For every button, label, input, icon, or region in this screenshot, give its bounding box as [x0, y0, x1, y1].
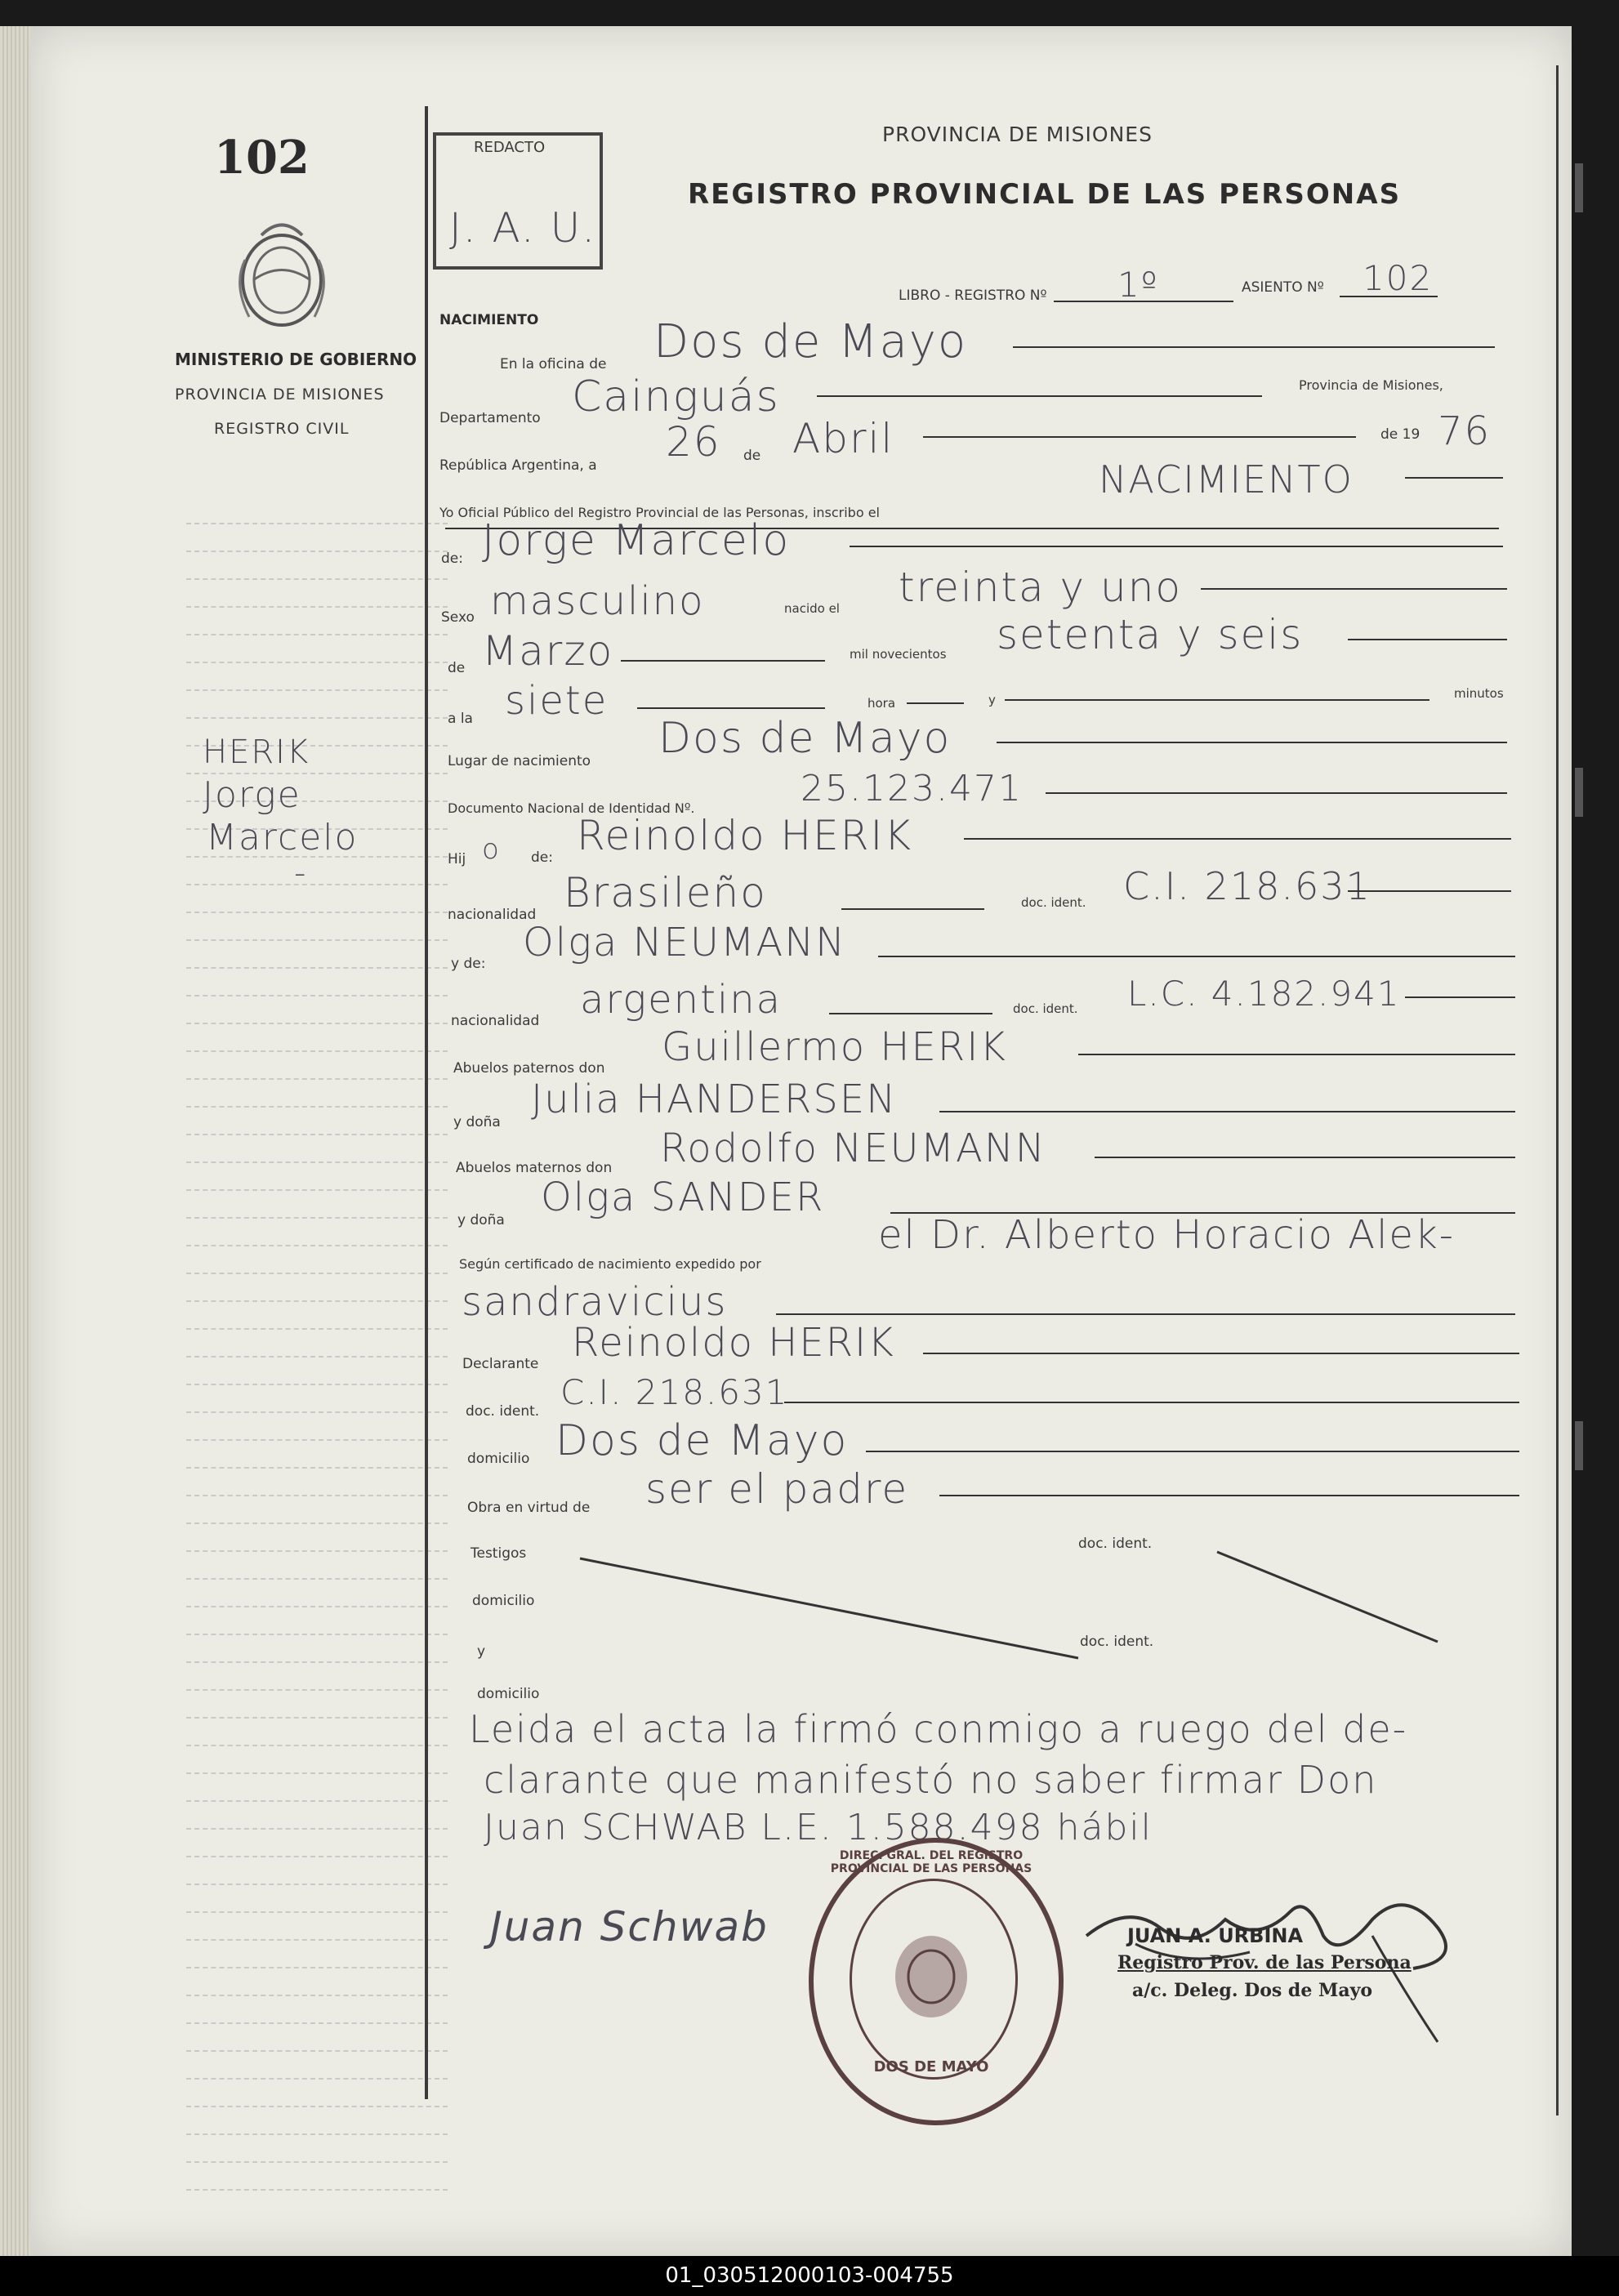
margin-rule-line: [186, 967, 448, 969]
redacto-label: REDACTO: [474, 139, 546, 156]
ydona-label: y doña: [453, 1114, 501, 1130]
y2-label: y: [477, 1643, 486, 1660]
redacto-value: J. A. U.: [449, 204, 597, 252]
minutos-label: minutos: [1454, 686, 1504, 701]
republica-label: República Argentina, a: [439, 457, 597, 474]
ab-mat-don-rule: [1095, 1157, 1515, 1158]
margin-rule-line: [186, 1050, 448, 1052]
fecha-rule: [923, 436, 1356, 438]
seal-text-top: DIREC. GRAL. DEL REGISTRO PROVINCIAL DE LAS PERSONAS: [830, 1849, 1033, 1875]
margin-rule-line: [186, 1161, 448, 1163]
margin-rule-line: [186, 2022, 448, 2024]
margin-rule-line: [186, 1439, 448, 1441]
margin-rule-line: [186, 1134, 448, 1135]
obra-value: ser el padre: [645, 1465, 909, 1513]
minutos-rule: [1005, 699, 1429, 701]
departamento-value: Cainguás: [572, 372, 780, 421]
right-border: [1556, 65, 1559, 2115]
asiento-rule: [1340, 296, 1438, 297]
nac-padre-rule: [841, 908, 984, 910]
ab-mat-dona: Olga SANDER: [541, 1175, 825, 1220]
margin-rule-line: [186, 1856, 448, 1857]
docident4-label: doc. ident.: [1078, 1536, 1153, 1552]
libro-rule: [1054, 301, 1233, 302]
de2-label: de:: [441, 551, 463, 567]
sexo-label: Sexo: [441, 609, 475, 626]
documento-value: 25.123.471: [801, 768, 1023, 809]
ydona2-label: y doña: [457, 1212, 505, 1228]
margin-annotation-dash: -: [294, 854, 308, 892]
fecha-mes: Abril: [792, 415, 894, 462]
margin-rule-line: [186, 1689, 448, 1691]
binding-clip-2: [1575, 768, 1583, 817]
de4-label: de:: [531, 849, 553, 866]
margin-rule-line: [186, 2133, 448, 2135]
margin-rule-line: [186, 1467, 448, 1469]
nac-madre: argentina: [580, 977, 783, 1023]
margin-rule-line: [186, 1745, 448, 1746]
margin-rule-line: [186, 1717, 448, 1719]
margin-rule-line: [186, 1245, 448, 1246]
margin-rule-line: [186, 1495, 448, 1496]
fecha-dia: 26: [666, 418, 721, 466]
ab-pat-label: Abuelos paternos don: [453, 1060, 605, 1077]
official-title-2: a/c. Deleg. Dos de Mayo: [1132, 1980, 1373, 2001]
anio-nac: setenta y seis: [997, 611, 1304, 658]
ab-pat-dona: Julia HANDERSEN: [531, 1077, 898, 1122]
doc-declarante: C.I. 218.631: [560, 1372, 789, 1412]
nacimiento-label: NACIMIENTO: [439, 312, 539, 328]
hora-rule-2: [907, 702, 964, 704]
official-name: JUAN A. URBINA: [1127, 1924, 1304, 1947]
documento-label: Documento Nacional de Identidad Nº.: [448, 800, 695, 816]
inscribo-rule: [1405, 477, 1503, 479]
lugar-rule: [997, 742, 1507, 743]
hij-label: Hij: [448, 851, 466, 867]
obra-label: Obra en virtud de: [467, 1500, 591, 1516]
ab-mat-don: Rodolfo NEUMANN: [660, 1126, 1046, 1171]
ministry-label: MINISTERIO DE GOBIERNO: [175, 350, 417, 369]
libro-label: LIBRO - REGISTRO Nº: [899, 288, 1047, 304]
documento-rule: [1046, 792, 1507, 794]
nacido-value: treinta y uno: [899, 564, 1182, 611]
oficina-label: En la oficina de: [500, 356, 607, 372]
domicilio3-label: domicilio: [477, 1686, 540, 1702]
certificado-label: Según certificado de nacimiento expedido por: [459, 1256, 761, 1272]
certificado-value: el Dr. Alberto Horacio Alek-: [878, 1212, 1456, 1258]
margin-rule-line: [186, 884, 448, 885]
binding-clip-1: [1575, 163, 1583, 212]
fecha-anio: 76: [1438, 408, 1492, 454]
margin-rule-line: [186, 1911, 448, 1913]
nota-line-3: Juan SCHWAB L.E. 1.588.498 hábil: [484, 1807, 1153, 1848]
margin-rule-line: [186, 634, 448, 635]
witness-signature: Juan Schwab: [490, 1903, 769, 1950]
nac-madre-rule: [829, 1013, 992, 1014]
nacionalidad-label: nacionalidad: [448, 907, 537, 923]
registry-label: REGISTRO CIVIL: [214, 420, 350, 438]
margin-rule-line: [186, 1328, 448, 1330]
declarante-label: Declarante: [462, 1356, 539, 1372]
lugar-label: Lugar de nacimiento: [448, 753, 591, 769]
margin-rule-line: [186, 1550, 448, 1552]
margin-rule-line: [186, 2078, 448, 2080]
margin-rule-line: [186, 1384, 448, 1385]
nombre-value: Jorge Marcelo: [482, 516, 791, 565]
hora-label: hora: [867, 696, 896, 711]
margin-rule-line: [186, 2106, 448, 2107]
doc-padre: C.I. 218.631: [1123, 864, 1371, 908]
file-id-footer: 01_030512000103-004755: [0, 2256, 1619, 2296]
margin-rule-line: [186, 606, 448, 608]
margin-rule-line: [186, 1023, 448, 1024]
margin-rule-line: [186, 1884, 448, 1885]
margin-rule-line: [186, 662, 448, 663]
page-number: 102: [214, 131, 310, 185]
docident2-label: doc. ident.: [1013, 1001, 1078, 1016]
oficina-rule: [1013, 346, 1495, 348]
provincia-suffix: Provincia de Misiones,: [1299, 377, 1443, 393]
margin-annotation-name1: Jorge: [203, 774, 301, 816]
ab-pat-don-rule: [1078, 1054, 1515, 1055]
coat-of-arms-icon: [229, 211, 335, 341]
domicilio-rule: [866, 1451, 1519, 1452]
hora-rule: [637, 707, 825, 709]
padre-value: Reinoldo HERIK: [577, 812, 913, 859]
ab-mat-label: Abuelos maternos don: [456, 1160, 613, 1176]
nac-padre: Brasileño: [564, 869, 767, 916]
margin-rule-line: [186, 1300, 448, 1302]
domicilio2-label: domicilio: [472, 1593, 535, 1609]
doc-madre: L.C. 4.182.941: [1127, 974, 1401, 1014]
margin-annotation-surname: HERIK: [203, 733, 310, 771]
margin-rule-line: [186, 2050, 448, 2052]
yde-label: y de:: [451, 956, 486, 972]
departamento-rule: [817, 395, 1262, 397]
margin-rule-line: [186, 717, 448, 719]
document-title: REGISTRO PROVINCIAL DE LAS PERSONAS: [688, 178, 1402, 211]
de-label: de: [743, 448, 761, 464]
margin-rule-line: [186, 1106, 448, 1108]
margin-rule-line: [186, 1273, 448, 1274]
margin-rule-line: [186, 1606, 448, 1607]
y-label: y: [988, 693, 996, 707]
docident-label: doc. ident.: [1021, 895, 1086, 910]
obra-rule: [939, 1495, 1519, 1496]
margin-rule-line: [186, 2161, 448, 2163]
margin-rule-line: [186, 939, 448, 941]
oficial-label: Yo Oficial Público del Registro Provincial de las Personas, inscribo el: [439, 505, 880, 520]
padre-rule: [964, 838, 1511, 840]
mes-nac-rule: [621, 660, 825, 662]
de3-label: de: [448, 660, 466, 676]
madre-value: Olga NEUMANN: [523, 920, 847, 965]
docident3-label: doc. ident.: [466, 1403, 540, 1420]
margin-rule-line: [186, 2189, 448, 2191]
ab-pat-dona-rule: [939, 1111, 1515, 1112]
header-province: PROVINCIA DE MISIONES: [882, 123, 1153, 146]
docident5-label: doc. ident.: [1080, 1634, 1154, 1650]
inscribo-value: NACIMIENTO: [1099, 457, 1354, 502]
seal-text-bottom: DOS DE MAYO: [873, 2058, 989, 2075]
lugar-value: Dos de Mayo: [658, 714, 952, 763]
margin-rule-line: [186, 1939, 448, 1941]
margin-rule-line: [186, 1217, 448, 1219]
doc-declarante-rule: [784, 1402, 1519, 1403]
oficina-value: Dos de Mayo: [653, 315, 968, 368]
mil-label: mil novecientos: [850, 647, 947, 662]
margin-rule-line: [186, 551, 448, 552]
margin-rule-line: [186, 1995, 448, 1996]
margin-rule-line: [186, 1967, 448, 1968]
ab-pat-don: Guillermo HERIK: [662, 1024, 1007, 1070]
nombre-rule: [850, 546, 1503, 547]
hij-value: o: [482, 833, 501, 866]
ala-label: a la: [448, 711, 473, 727]
margin-rule-line: [186, 1828, 448, 1830]
margin-rule-line: [186, 995, 448, 996]
margin-rule-line: [186, 1189, 448, 1191]
domicilio-value: Dos de Mayo: [555, 1416, 849, 1465]
margin-rule-line: [186, 689, 448, 691]
testigos-label: Testigos: [471, 1545, 527, 1562]
nacido-rule: [1201, 588, 1507, 590]
margin-rule-line: [186, 1661, 448, 1663]
province-label: PROVINCIA DE MISIONES: [175, 386, 385, 403]
declarante-value: Reinoldo HERIK: [572, 1320, 895, 1366]
binding-clip-3: [1575, 1421, 1583, 1470]
nota-line-2: clarante que manifestó no saber firmar Don: [484, 1758, 1378, 1802]
margin-divider: [425, 106, 428, 2099]
sexo-value: masculino: [490, 578, 705, 624]
seal-emblem-icon: [882, 1928, 980, 2026]
asiento-label: ASIENTO Nº: [1242, 279, 1324, 296]
official-title-1: Registro Prov. de las Persona: [1117, 1952, 1412, 1973]
margin-rule-line: [186, 1578, 448, 1580]
hora-value: siete: [505, 678, 609, 724]
nacionalidad2-label: nacionalidad: [451, 1013, 540, 1029]
margin-rule-line: [186, 912, 448, 913]
nota-line-1: Leida el acta la firmó conmigo a ruego del de-: [469, 1707, 1408, 1751]
declarante-rule: [923, 1353, 1519, 1354]
departamento-label: Departamento: [439, 410, 541, 426]
margin-rule-line: [186, 1411, 448, 1413]
anio-nac-rule: [1348, 639, 1507, 640]
margin-rule-line: [186, 1634, 448, 1635]
margin-rule-line: [186, 1800, 448, 1802]
certificado-cont: sandravicius: [462, 1279, 728, 1325]
asiento-value: 102: [1363, 258, 1434, 298]
mes-nac: Marzo: [482, 627, 614, 675]
margin-rule-line: [186, 1356, 448, 1358]
margin-rule-line: [186, 1522, 448, 1524]
nacido-label: nacido el: [784, 601, 840, 616]
certificado-cont-rule: [776, 1313, 1515, 1315]
margin-rule-line: [186, 578, 448, 580]
margin-rule-line: [186, 1078, 448, 1080]
de-19-label: de 19: [1380, 426, 1421, 443]
domicilio-label: domicilio: [467, 1451, 530, 1467]
margin-rule-line: [186, 1772, 448, 1774]
margin-rule-line: [186, 523, 448, 524]
madre-rule: [878, 956, 1515, 957]
witness-strike-lines: [572, 1536, 1552, 1699]
margin-annotation-name2: Marcelo: [206, 817, 359, 858]
libro-value: 1º: [1117, 265, 1159, 305]
doc-madre-rule: [1405, 996, 1515, 998]
doc-padre-rule: [1348, 890, 1511, 892]
